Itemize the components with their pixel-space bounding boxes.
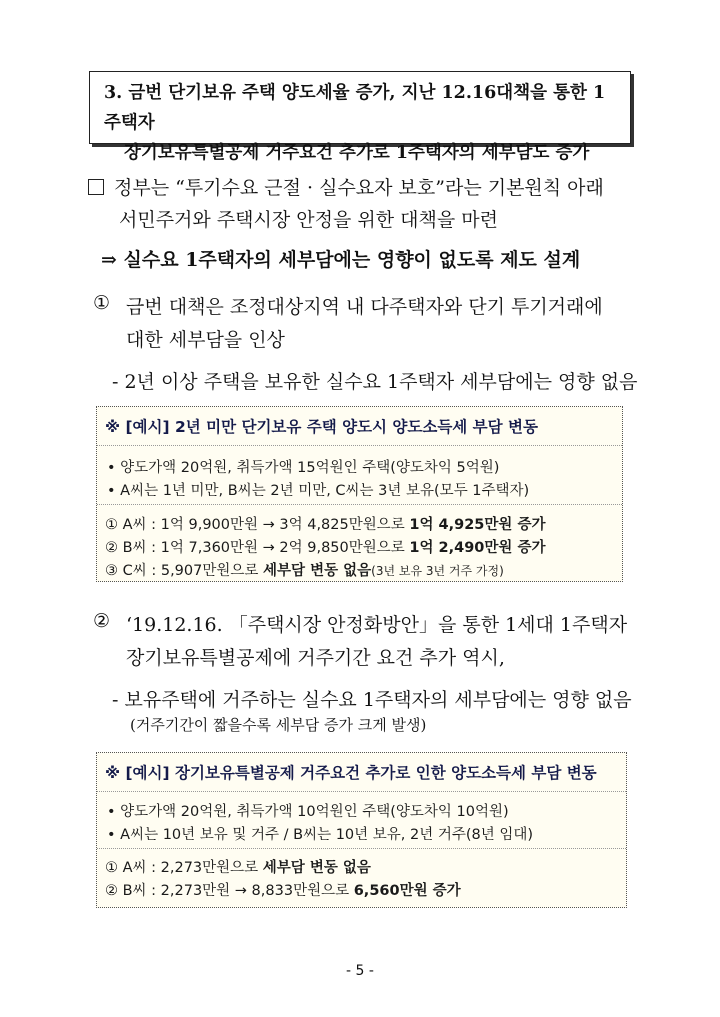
example1-row1: ① A씨 : 1억 9,900만원 → 3억 4,825만원으로 1억 4,925만원 증가	[105, 517, 546, 533]
intro-line1: 정부는 “투기수요 근절 · 실수요자 보호”라는 기본원칙 아래	[88, 173, 604, 200]
example2-divider	[97, 791, 626, 792]
point2-line1: ‘19.12.16. 「주택시장 안정화방안」을 통한 1세대 1주택자	[126, 614, 628, 636]
example1-divider	[97, 445, 622, 446]
example2-title: ※ [예시] 장기보유특별공제 거주요건 추가로 인한 양도소득세 부담 변동	[105, 764, 597, 782]
point1-line2: 대한 세부담을 인상	[126, 329, 285, 351]
section-title-box	[89, 71, 631, 163]
example2-bullet2: • A씨는 10년 보유 및 거주 / B씨는 10년 보유, 2년 거주(8년 임대)	[107, 827, 534, 843]
point2-line2: 장기보유특별공제에 거주기간 요건 추가 역시,	[126, 647, 505, 669]
intro-arrow-line: ⇒ 실수요 1주택자의 세부담에는 영향이 없도록 제도 설계	[101, 249, 581, 271]
example1-box	[96, 406, 623, 582]
section-title-line1: 3. 금번 단기보유 주택 양도세율 증가, 지난 12.16대책을 통한 1주택자	[104, 83, 606, 133]
example2-row2: ② B씨 : 2,273만원 → 8,833만원으로 6,560만원 증가	[105, 883, 461, 899]
example1-divider2	[97, 504, 622, 505]
page-number: - 5 -	[346, 963, 374, 979]
point1-marker: ①	[93, 292, 111, 314]
example2-row1: ① A씨 : 2,273만원으로 세부담 변동 없음	[105, 860, 371, 876]
section-title-line2: 장기보유특별공제 거주요건 추가로 1주택자의 세부담도 증가	[124, 143, 590, 163]
checkbox-square-icon	[88, 179, 104, 195]
example1-bullet2: • A씨는 1년 미만, B씨는 2년 미만, C씨는 3년 보유(모두 1주택자)	[107, 483, 530, 499]
example1-title: ※ [예시] 2년 미만 단기보유 주택 양도시 양도소득세 부담 변동	[105, 418, 538, 436]
example1-row3: ③ C씨 : 5,907만원으로 세부담 변동 없음(3년 보유 3년 거주 가정)	[105, 563, 504, 579]
example1-bullet1: • 양도가액 20억원, 취득가액 15억원인 주택(양도차익 5억원)	[107, 460, 500, 476]
example1-row2: ② B씨 : 1억 7,360만원 → 2억 9,850만원으로 1억 2,490만원 증가	[105, 540, 546, 556]
intro-line2: 서민주거와 주택시장 안정을 위한 대책을 마련	[119, 209, 498, 231]
point2-marker: ②	[93, 610, 111, 632]
point2-sub: - 보유주택에 거주하는 실수요 1주택자의 세부담에는 영향 없음	[112, 689, 632, 711]
point1-sub: - 2년 이상 주택을 보유한 실수요 1주택자 세부담에는 영향 없음	[112, 371, 638, 393]
point1-line1: 금번 대책은 조정대상지역 내 다주택자와 단기 투기거래에	[126, 296, 603, 318]
example2-box	[96, 752, 627, 908]
point2-sub-note: (거주기간이 짧을수록 세부담 증가 크게 발생)	[130, 716, 427, 734]
example2-divider2	[97, 848, 626, 849]
example2-bullet1: • 양도가액 20억원, 취득가액 10억원인 주택(양도차익 10억원)	[107, 804, 509, 820]
